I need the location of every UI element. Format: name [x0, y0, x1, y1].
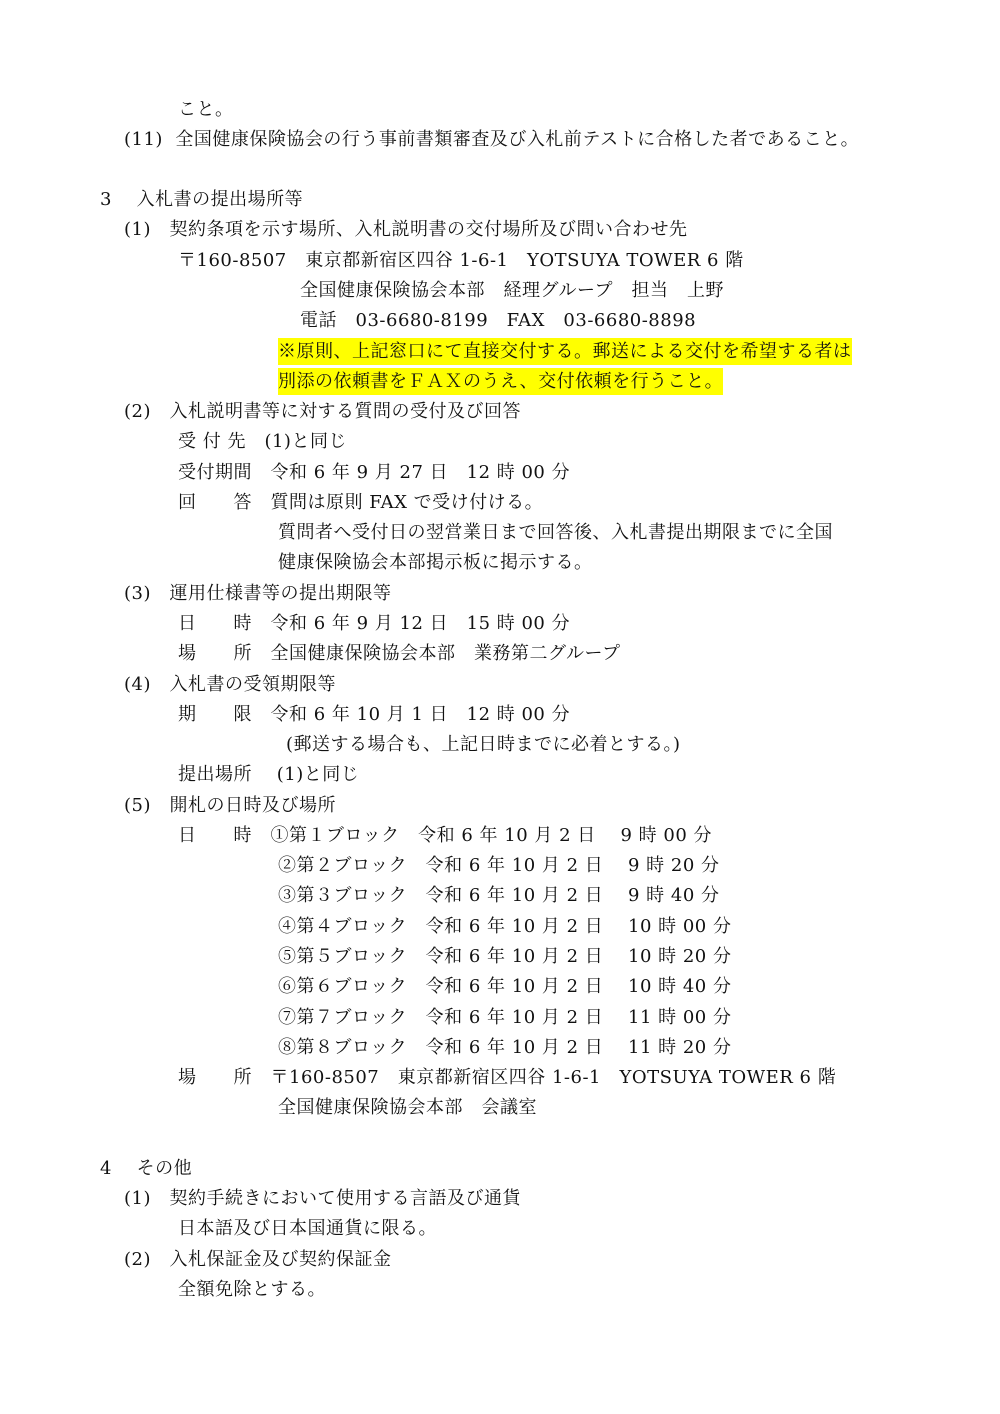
text-line: 日 時 令和 6 年 9 月 12 日 15 時 00 分 [178, 613, 571, 634]
highlighted-note-line-1 [278, 337, 852, 367]
highlighted-note-line-2 [278, 367, 723, 397]
schedule-row: ②第２ブロック 令和 6 年 10 月 2 日 9 時 20 分 [278, 855, 720, 876]
schedule-row: 日 時 ①第１ブロック 令和 6 年 10 月 2 日 9 時 00 分 [178, 825, 713, 846]
section-4-heading: 4 その他 [100, 1158, 193, 1179]
address-line: 〒160-8507 東京都新宿区四谷 1-6-1 YOTSUYA TOWER 6 階 [178, 250, 744, 271]
item-4-heading: (4) 入札書の受領期限等 [124, 674, 336, 695]
schedule-row: ⑥第６ブロック 令和 6 年 10 月 2 日 10 時 40 分 [278, 976, 732, 997]
schedule-row: ⑤第５ブロック 令和 6 年 10 月 2 日 10 時 20 分 [278, 946, 732, 967]
schedule-row: ③第３ブロック 令和 6 年 10 月 2 日 9 時 40 分 [278, 885, 720, 906]
item-1-heading: (1) 契約手続きにおいて使用する言語及び通貨 [124, 1188, 521, 1209]
contact-department: 全国健康保険協会本部 経理グループ 担当 上野 [300, 280, 725, 301]
text-line: 回 答 質問は原則 FAX で受け付ける。 [178, 492, 544, 513]
text-line: 日本語及び日本国通貨に限る。 [178, 1218, 437, 1239]
highlight-marker: ※原則、上記窓口にて直接交付する。郵送による交付を希望する者は [278, 338, 852, 365]
schedule-row: ⑧第８ブロック 令和 6 年 10 月 2 日 11 時 20 分 [278, 1037, 732, 1058]
item-3-heading: (3) 運用仕様書等の提出期限等 [124, 583, 392, 604]
text-line: 全国健康保険協会本部 会議室 [278, 1097, 537, 1118]
schedule-row: ④第４ブロック 令和 6 年 10 月 2 日 10 時 00 分 [278, 916, 732, 937]
text-line: 質問者へ受付日の翌営業日まで回答後、入札書提出期限までに全国 [278, 522, 833, 543]
text-line: 健康保険協会本部掲示板に掲示する。 [278, 552, 593, 573]
highlight-marker: 別添の依頼書をＦＡＸのうえ、交付依頼を行うこと。 [278, 368, 723, 395]
text-line: 場 所 〒160-8507 東京都新宿区四谷 1-6-1 YOTSUYA TOWER 6 階 [178, 1067, 837, 1088]
text-line: 全額免除とする。 [178, 1279, 326, 1300]
item-2-heading: (2) 入札保証金及び契約保証金 [124, 1249, 392, 1270]
text-line: 場 所 全国健康保険協会本部 業務第二グループ [178, 643, 621, 664]
item-2-heading: (2) 入札説明書等に対する質問の受付及び回答 [124, 401, 521, 422]
contact-phone-fax: 電話 03-6680-8199 FAX 03-6680-8898 [300, 310, 697, 331]
item-11-qualification: (11) 全国健康保険協会の行う事前書類審査及び入札前テストに合格した者であること。 [124, 129, 860, 150]
text-line: (郵送する場合も、上記日時までに必着とする。) [286, 734, 681, 755]
section-3-heading: 3 入札書の提出場所等 [100, 189, 304, 210]
text-line: こと。 [178, 99, 234, 120]
item-1-heading: (1) 契約条項を示す場所、入札説明書の交付場所及び問い合わせ先 [124, 219, 688, 240]
text-line: 受 付 先 (1)と同じ [178, 431, 347, 452]
text-line: 受付期間 令和 6 年 9 月 27 日 12 時 00 分 [178, 462, 571, 483]
text-line: 提出場所 (1)と同じ [178, 764, 360, 785]
text-line: 期 限 令和 6 年 10 月 1 日 12 時 00 分 [178, 704, 571, 725]
schedule-row: ⑦第７ブロック 令和 6 年 10 月 2 日 11 時 00 分 [278, 1007, 732, 1028]
item-5-heading: (5) 開札の日時及び場所 [124, 795, 336, 816]
